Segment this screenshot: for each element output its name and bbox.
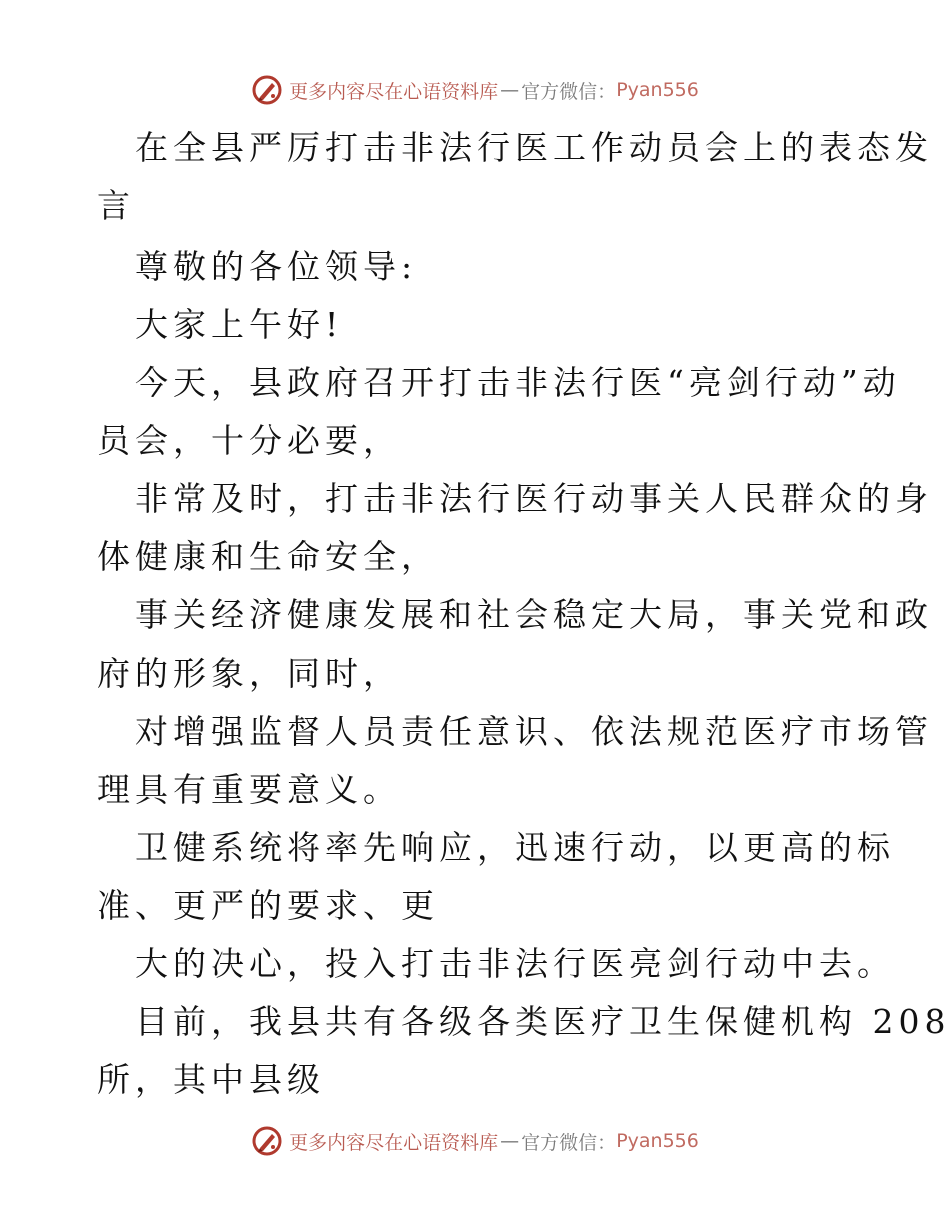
text-line: 卫健系统将率先响应，迅速行动，以更高的标: [135, 828, 895, 867]
banner-official-label: 官方微信：: [521, 80, 617, 103]
text-line: 事关经济健康发展和社会稳定大局，事关党和政: [135, 595, 933, 634]
text-line: 员会，十分必要，: [97, 421, 401, 460]
banner-wechat-id: Pyan556: [616, 1130, 699, 1152]
text-line: 对增强监督人员责任意识、依法规范医疗市场管: [135, 712, 933, 751]
text-line: 体健康和生命安全，: [97, 537, 439, 576]
text-line-title-1: 在全县严厉打击非法行医工作动员会上的表态发: [135, 128, 933, 167]
text-line: 理具有重要意义。: [97, 770, 401, 809]
banner-wechat-id: Pyan556: [616, 79, 699, 101]
text-line: 今天，县政府召开打击非法行医“亮剑行动”动: [135, 363, 901, 402]
text-line-title-2: 言: [97, 186, 135, 225]
text-line-salutation: 尊敬的各位领导:: [135, 247, 418, 286]
text-line-greeting: 大家上午好!: [135, 305, 344, 344]
text-line: 所，其中县级: [97, 1060, 325, 1099]
text-line: 大的决心，投入打击非法行医亮剑行动中去。: [135, 944, 895, 983]
pen-logo-icon: [251, 1125, 283, 1157]
banner-separator: —: [500, 1130, 520, 1152]
banner-official-label: 官方微信：: [521, 1131, 617, 1154]
header-banner: [0, 70, 950, 110]
text-line: 非常及时，打击非法行医行动事关人民群众的身: [135, 479, 933, 518]
text-line: 目前，我县共有各级各类医疗卫生保健机构 208: [135, 1002, 950, 1041]
banner-main-text: 更多内容尽在心语资料库: [289, 80, 499, 103]
banner-separator: —: [500, 79, 520, 101]
footer-banner: [0, 1121, 950, 1161]
text-line: 府的形象，同时，: [97, 654, 401, 693]
pen-logo-icon: [251, 74, 283, 106]
banner-main-text: 更多内容尽在心语资料库: [289, 1131, 499, 1154]
text-line: 准、更严的要求、更: [97, 886, 439, 925]
